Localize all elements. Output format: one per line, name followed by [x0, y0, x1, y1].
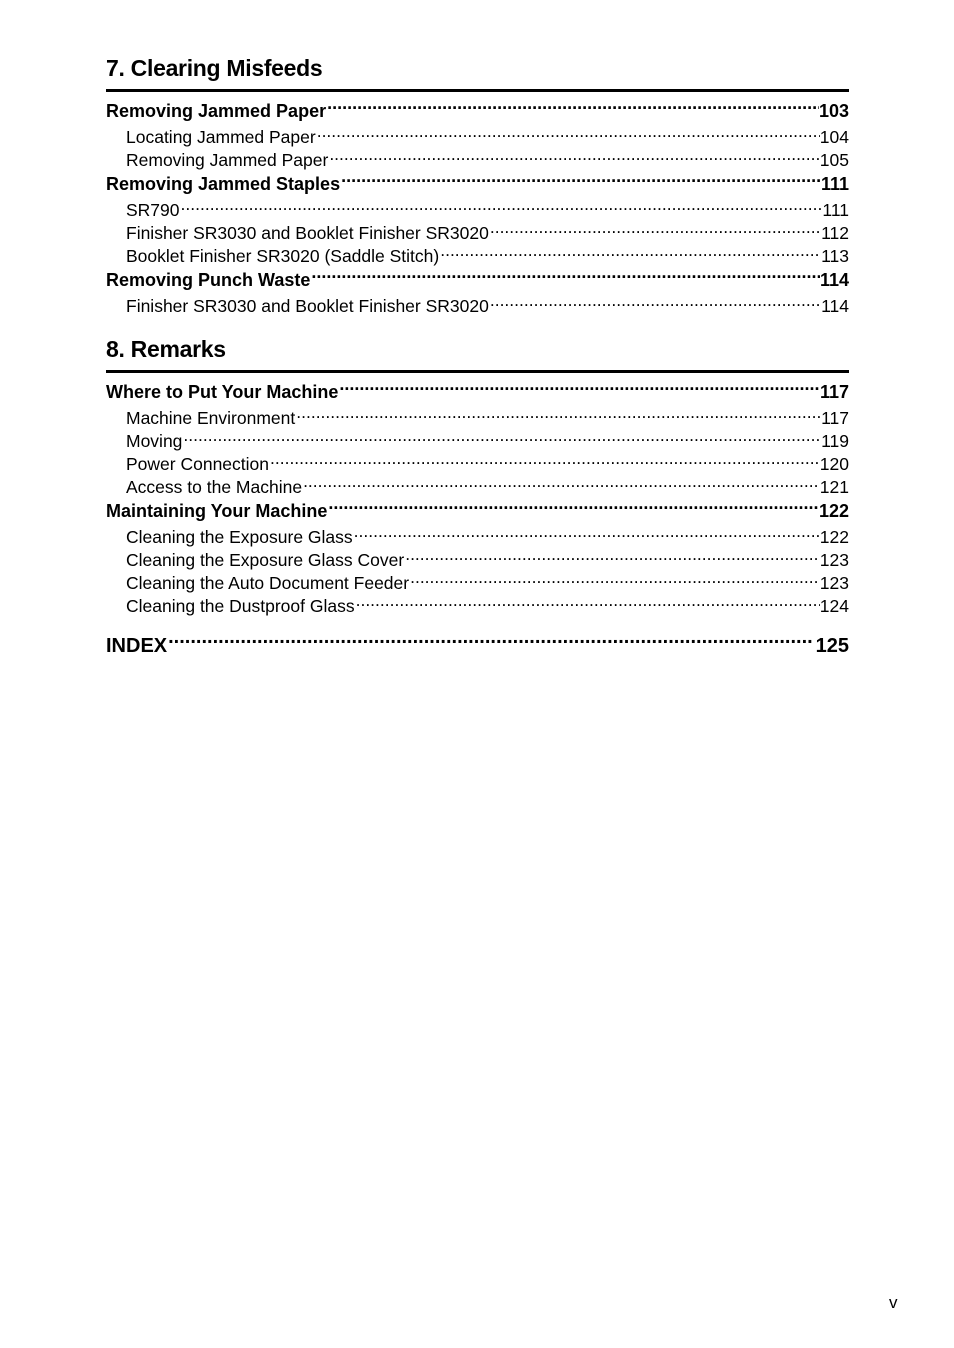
toc-section-label: Removing Punch Waste	[106, 270, 311, 290]
toc-page-number: 117	[819, 382, 849, 402]
toc-item-label: Cleaning the Dustproof Glass	[126, 595, 355, 616]
toc-section-label: Where to Put Your Machine	[106, 382, 339, 402]
toc-item-entry[interactable]	[106, 429, 849, 452]
toc-item-label: Power Connection	[126, 453, 269, 474]
leader-dots	[489, 294, 821, 312]
leader-dots	[353, 525, 820, 543]
toc-section-label: Maintaining Your Machine	[106, 501, 328, 521]
toc-item-entry[interactable]	[106, 198, 849, 221]
toc-item-label: SR790	[126, 199, 180, 220]
toc-page-number: 103	[818, 101, 849, 121]
leader-dots	[302, 475, 820, 493]
toc-page-number: 124	[819, 595, 849, 616]
leader-dots	[316, 125, 820, 143]
toc-item-label: Locating Jammed Paper	[126, 126, 316, 147]
toc-item-label: Machine Environment	[126, 407, 296, 428]
toc-item-entry[interactable]	[106, 294, 849, 317]
chapter-7	[106, 52, 849, 317]
toc-item-label: Cleaning the Exposure Glass	[126, 526, 353, 547]
leader-dots	[404, 548, 820, 566]
toc-item-entry[interactable]	[106, 571, 849, 594]
toc-item-label: Cleaning the Auto Document Feeder	[126, 572, 410, 593]
toc-page-number: 125	[815, 635, 849, 657]
chapter-8	[106, 333, 849, 617]
toc-item-entry[interactable]	[106, 594, 849, 617]
chapter-title: 8. Remarks	[106, 333, 849, 373]
chapter-title: 7. Clearing Misfeeds	[106, 52, 849, 92]
toc-item-label: Moving	[126, 430, 183, 451]
leader-dots	[340, 172, 821, 190]
toc-page-number: 117	[821, 407, 849, 428]
leader-dots	[327, 499, 819, 517]
toc-item-label: Finisher SR3030 and Booklet Finisher SR3020	[126, 222, 489, 243]
toc-index-label: INDEX	[106, 635, 168, 657]
toc-item-label: Removing Jammed Paper	[126, 149, 329, 170]
toc-page-number: 119	[821, 430, 849, 451]
toc-page-number: 123	[819, 549, 849, 570]
leader-dots	[489, 221, 821, 239]
toc-page-number: 111	[822, 199, 849, 220]
table-of-contents	[106, 52, 849, 661]
toc-section-entry[interactable]	[106, 98, 849, 125]
toc-page-number: 121	[819, 476, 849, 497]
toc-section-label: Removing Jammed Staples	[106, 174, 341, 194]
toc-item-entry[interactable]	[106, 452, 849, 475]
leader-dots	[409, 571, 820, 589]
leader-dots	[180, 198, 823, 216]
toc-item-entry[interactable]	[106, 244, 849, 267]
toc-item-entry[interactable]	[106, 221, 849, 244]
toc-page-number: 114	[821, 295, 849, 316]
toc-item-entry[interactable]	[106, 475, 849, 498]
toc-section-entry[interactable]	[106, 379, 849, 406]
toc-section-entry[interactable]	[106, 171, 849, 198]
leader-dots	[295, 406, 821, 424]
leader-dots	[269, 452, 820, 470]
toc-page-number: 112	[821, 222, 849, 243]
toc-page-number: 120	[819, 453, 849, 474]
toc-index-entry[interactable]	[106, 631, 849, 661]
toc-page-number: 105	[819, 149, 849, 170]
toc-item-entry[interactable]	[106, 406, 849, 429]
leader-dots	[167, 632, 812, 652]
toc-section-entry[interactable]	[106, 267, 849, 294]
toc-item-label: Cleaning the Exposure Glass Cover	[126, 549, 405, 570]
toc-page-number: 111	[820, 174, 849, 194]
toc-item-entry[interactable]	[106, 125, 849, 148]
toc-item-label: Finisher SR3030 and Booklet Finisher SR3020	[126, 295, 489, 316]
leader-dots	[310, 268, 820, 286]
toc-item-entry[interactable]	[106, 548, 849, 571]
toc-page-number: 122	[819, 526, 849, 547]
toc-item-entry[interactable]	[106, 148, 849, 171]
toc-page-number: 113	[821, 245, 849, 266]
toc-section-label: Removing Jammed Paper	[106, 101, 327, 121]
toc-page-number: 104	[819, 126, 849, 147]
leader-dots	[355, 594, 820, 612]
leader-dots	[326, 99, 819, 117]
page-folio: v	[889, 1293, 898, 1312]
toc-section-entry[interactable]	[106, 498, 849, 525]
toc-item-label: Booklet Finisher SR3020 (Saddle Stitch)	[126, 245, 440, 266]
toc-page-number: 114	[819, 270, 849, 290]
leader-dots	[182, 429, 821, 447]
leader-dots	[328, 148, 819, 166]
toc-page-number: 122	[818, 501, 849, 521]
toc-item-label: Access to the Machine	[126, 476, 303, 497]
toc-item-entry[interactable]	[106, 525, 849, 548]
leader-dots	[338, 380, 820, 398]
toc-page-number: 123	[819, 572, 849, 593]
leader-dots	[439, 244, 821, 262]
